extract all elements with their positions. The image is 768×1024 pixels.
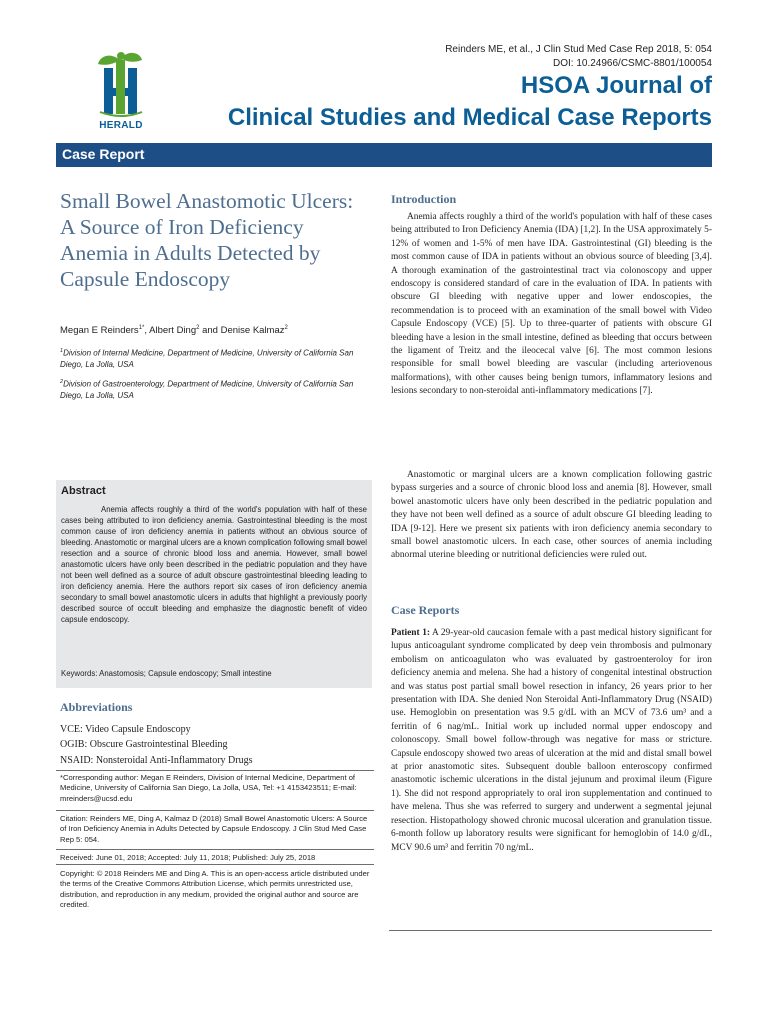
author-list [60, 325, 370, 336]
divider [56, 810, 374, 811]
author-sup: 2 [196, 325, 200, 331]
header-citation: Reinders ME, et al., J Clin Stud Med Case Rep 2018, 5: 054 [445, 44, 712, 55]
affiliation-sup: 1 [60, 348, 64, 354]
author-separator: and [199, 325, 221, 337]
logo-text: HERALD [99, 120, 143, 131]
author-sup: 2 [284, 325, 288, 331]
abbreviation-item: OGIB: Obscure Gastrointestinal Bleeding [60, 739, 228, 750]
patient-label: Patient 1: [391, 628, 431, 638]
received-dates-note: Received: June 01, 2018; Accepted: July 11, 2018; Published: July 25, 2018 [60, 853, 316, 862]
patient-text: A 29-year-old caucasion female with a past medical history significant for lupus anticoagulant syndrome complicated by deep vein thrombosis and pulmonary embolism on anticoagulaton who was evaluated by gastroenteroloy for iron deficiency anemia and melena. She had a history of congenital intestinal obstruction and was status post partial small bowel resection in infancy, 26 years prior to her presentation with IDA. She denied Non Steroidal Anti-Inflammatory Drug (NSAID) use. Hemoglobin on presentation was 9.5 g/dL with an MCV of 73.6 um³ and a ferritin of 6 nag/mL. Initial work up included normal upper endoscopy and colonoscopy. Small bowel follow-through was negative for mass or stricture. Capsule endoscopy showed two areas of ulceration at the mid and distal small bowel at prior anastomotic sites. Subsequent double balloon enteroscopy confirmed anastomotic ischemic ulcerations in the distal jejunum and proximal ileum (Figure 1). She did not respond appropriately to oral iron supplementation and continued to have melena. Thus she was referred to surgery and underwent a segmental jejunal resection. Histopathology showed chronic mucosal ulceration and granulation tissue. 6-month follow up laboratory results were significant for hemoglobin of 14.0 g/dL, MCV 90.6 um³ and ferritin 70 ng/mL. [391, 628, 713, 853]
abbreviations-title: Abbreviations [60, 700, 133, 714]
affiliation-text: Division of Gastroenterology, Department of Medicine, University of California San Diego, La Jolla, USA [60, 379, 354, 401]
affiliation-text: Division of Internal Medicine, Department of Medicine, University of California San Diego, La Jolla, USA [60, 348, 354, 370]
abstract-title: Abstract [61, 485, 106, 497]
divider [56, 770, 374, 771]
author-sup: 1* [138, 325, 145, 331]
journal-name-line-2: Clinical Studies and Medical Case Reports [227, 104, 712, 131]
abstract-text: Anemia affects roughly a third of the world's population with half of these cases being attributed to iron deficiency anemia. Gastrointestinal bleeding is the most common cause of iron deficiency anemia in patients without an obvious source of bleeding. Anastomotic or marginal ulcers are a known complication following small bowel resection and a source of chronic blood loss and anemia. However, small bowel anastomotic ulcers have only been described in the pediatric population and they have not been well defined as a source of adult obscure gastrointestinal bleeding leading to iron deficiency anemia. Here the authors report six cases of iron deficiency anemia secondary to small bowel anastomotic ulcers in adults that highlight a previously poorly described source of occult bleeding and emphasize the diagnostic benefit of video capsule endoscopy. [61, 505, 367, 624]
case-report-patient-1 [391, 627, 712, 855]
author-name: Megan E Reinders [60, 325, 139, 337]
page-header [0, 0, 768, 162]
citation-note: Citation: Reinders ME, Ding A, Kalmaz D (2018) Small Bowel Anastomotic Ulcers: A Source of Iron Deficiency Anemia in Adults Detected by Capsule Endoscopy. J Clin Stud Med Case Rep 5: 054. [60, 814, 368, 844]
abstract-box [56, 480, 372, 688]
introduction-paragraph-2: Anastomotic or marginal ulcers are a known complication following gastric bypass surgeries and a source of chronic blood loss and anemia [8]. However, small bowel anastomotic ulcers have only been described in the pediatric population and they have not been well defined as a source of adult obscure GI bleeding leading to IDA [9-12]. Here we present six patients with iron deficiency anemia secondary to small bowel anastomotic ulcers. In each case, other sources of anemia including abnormal uterine bleeding or nutritional deficiencies were ruled out. [391, 470, 712, 561]
journal-name-line-1: HSOA Journal of [520, 72, 712, 99]
author-separator: , [144, 325, 150, 337]
affiliation-sup: 2 [60, 379, 64, 385]
abbreviation-item: NSAID: Nonsteroidal Anti-Inflammatory Drugs [60, 755, 253, 766]
abbreviation-item: VCE: Video Capsule Endoscopy [60, 724, 191, 735]
case-reports-heading: Case Reports [391, 603, 460, 617]
corresponding-author-note: *Corresponding author: Megan E Reinders, Division of Internal Medicine, Department of Medicine, University of California San Diego, La Jolla, USA, Tel: +1 4153423511; E-mail: mreinders@ucsd.edu [60, 773, 357, 803]
divider [56, 864, 374, 865]
divider [56, 849, 374, 850]
divider [389, 930, 712, 931]
header-doi[interactable]: DOI: 10.24966/CSMC-8801/100054 [553, 58, 712, 69]
affiliation-2 [60, 377, 360, 402]
section-bar [56, 143, 712, 167]
herald-logo [92, 50, 150, 134]
author-name: Denise Kalmaz [220, 325, 285, 337]
article-title: Small Bowel Anastomotic Ulcers: A Source of Iron Deficiency Anemia in Adults Detected by Capsule Endoscopy [60, 189, 354, 291]
section-label: Case Report [62, 146, 145, 162]
author-name: Albert Ding [149, 325, 197, 337]
affiliation-1 [60, 346, 360, 371]
keywords: Keywords: Anastomosis; Capsule endoscopy; Small intestine [61, 669, 272, 678]
introduction-heading: Introduction [391, 192, 457, 206]
introduction-paragraph-1: Anemia affects roughly a third of the world's population with half of these cases being attributed to Iron Deficiency Anemia (IDA) [1,2]. In the USA approximately 5-12% of women and 1-5% of men have IDA. Gastrointestinal (GI) bleeding is the most common cause of IDA in patients without an obvious source of bleeding [3,4]. A thorough examination of the gastrointestinal tract via colonoscopy and upper endoscopy is considered standard of care in the evaluation of IDA. In patients with obscure GI bleeding with negative upper and lower endoscopies, the recommendation is to proceed with an examination of the small bowel with Video Capsule Endoscopy (VCE) [5]. Up to three-quarter of patients with obscure GI bleeding have a lesion in the small intestine, defined as bleeding that occurs between the ligament of Treitz and the ileocecal valve [6]. The most common lesions responsible for small bowel bleeding are vascular (including arteriovenous malformations), with other causes being benign tumors, inflammatory lesions and lesions secondary to non-steroidal anti-inflammatory medications [7]. [391, 212, 712, 397]
copyright-note: Copyright: © 2018 Reinders ME and Ding A. This is an open-access article distributed under the terms of the Creative Commons Attribution License, which permits unrestricted use, distribution, and reproduction in any medium, provided the original author and source are credited. [60, 869, 370, 909]
herald-logo-icon [92, 50, 150, 120]
